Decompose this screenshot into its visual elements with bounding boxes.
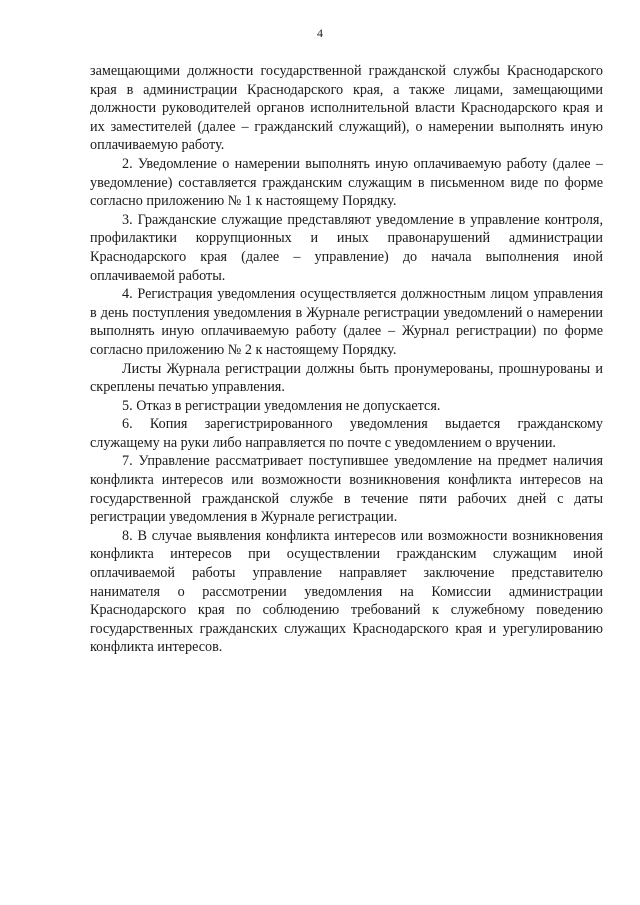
paragraph: 3. Гражданские служащие представляют уведомление в управление контроля, профилактики коррупционных и иных правонарушений администрации Краснодарского края (далее – управление) до начала выполнения иной оплачиваемой работы. — [90, 211, 603, 284]
paragraph: 5. Отказ в регистрации уведомления не допускается. — [122, 397, 441, 414]
paragraph: 4. Регистрация уведомления осуществляется должностным лицом управления в день поступления уведомления в Журнале регистрации уведомлений о намерении выполнять иную оплачиваемую работу (далее – Журнал регистрации) по форме согласно приложению № 2 к настоящему Порядку. — [90, 286, 603, 358]
paragraph: замещающими должности государственной гражданской службы Краснодарского края в администрации Краснодарского края, а также лицами, замещающими должности руководителей органов исполнительной власти Краснодарского края и их заместителей (далее – гражданский служащий), о намерении выполнять иную оплачиваемую работу. — [90, 63, 603, 154]
page-number: 4 — [317, 26, 323, 40]
document-body — [90, 62, 603, 657]
paragraph: Листы Журнала регистрации должны быть пронумерованы, прошнурованы и скреплены печатью управления. — [90, 360, 603, 396]
paragraph: 6. Копия зарегистрированного уведомления выдается гражданскому служащему на руки либо направляется по почте с уведомлением о вручении. — [90, 416, 603, 451]
paragraph: 2. Уведомление о намерении выполнять иную оплачиваемую работу (далее – уведомление) составляется гражданским служащим в письменном виде по форме согласно приложению № 1 к настоящему Порядку. — [90, 155, 603, 210]
paragraph: 7. Управление рассматривает поступившее уведомление на предмет наличия конфликта интересов или возможности возникновения конфликта интересов на государственной гражданской службе в течение пяти рабочих дней с даты регистрации уведомления в Журнале регистрации. — [90, 453, 603, 526]
paragraph: 8. В случае выявления конфликта интересов или возможности возникновения конфликта интересов при осуществлении гражданским служащим иной оплачиваемой работы управление направляет заключение представителю нанимателя о рассмотрении уведомления на Комиссии администрации Краснодарского края по соблюдению требований к служебному поведению государственных гражданских служащих Краснодарского края и урегулированию конфликта интересов. — [90, 527, 603, 656]
